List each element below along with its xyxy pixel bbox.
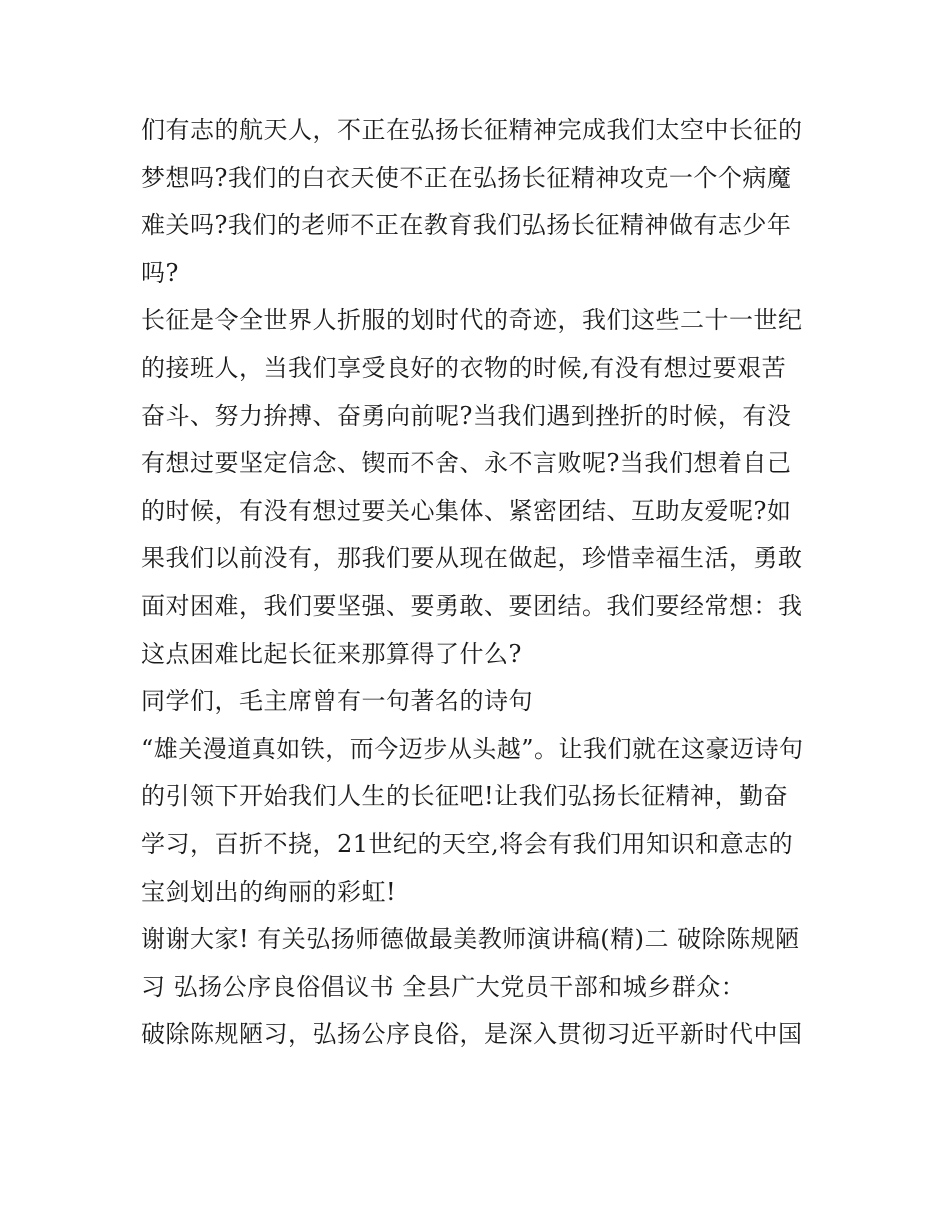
document-body <box>141 107 821 1059</box>
text-line: 谢谢大家! 有关弘扬师德做最美教师演讲稿(精)二 破除陈规陋 <box>141 925 800 954</box>
text-line: 这点困难比起长征来那算得了什么? <box>141 639 522 668</box>
text-line: 面对困难，我们要坚强、要勇敢、要团结。我们要经常想：我 <box>141 591 803 620</box>
text-line: “雄关漫道真如铁，而今迈步从头越”。让我们就在这豪迈诗句 <box>141 734 804 763</box>
text-line: 学习，百折不挠，21世纪的天空,将会有我们用知识和意志的 <box>141 829 794 858</box>
text-line: 奋斗、努力拚搏、奋勇向前呢?当我们遇到挫折的时候，有没 <box>141 401 792 430</box>
text-line: 梦想吗?我们的白衣天使不正在弘扬长征精神攻克一个个病魔 <box>141 163 792 192</box>
text-line: 的引领下开始我们人生的长征吧!让我们弘扬长征精神，勤奋 <box>141 782 789 811</box>
text-line: 有想过要坚定信念、锲而不舍、永不言败呢?当我们想着自己 <box>141 449 792 478</box>
text-line: 长征是令全世界人折服的划时代的奇迹，我们这些二十一世纪 <box>141 306 803 335</box>
text-line: 难关吗?我们的老师不正在教育我们弘扬长征精神做有志少年 <box>141 211 792 240</box>
text-line: 们有志的航天人，不正在弘扬长征精神完成我们太空中长征的 <box>141 116 803 144</box>
text-line: 的时候，有没有想过要关心集体、紧密团结、互助友爱呢?如 <box>141 496 792 525</box>
text-line: 宝剑划出的绚丽的彩虹! <box>141 877 397 906</box>
text-line: 的接班人，当我们享受良好的衣物的时候,有没有想过要艰苦 <box>141 353 787 382</box>
text-line: 果我们以前没有，那我们要从现在做起，珍惜幸福生活，勇敢 <box>141 544 803 573</box>
text-line: 破除陈规陋习，弘扬公序良俗，是深入贯彻习近平新时代中国 <box>141 1020 803 1049</box>
text-line: 习 弘扬公序良俗倡议书 全县广大党员干部和城乡群众： <box>141 972 746 1001</box>
text-line: 同学们，毛主席曾有一句著名的诗句 <box>141 687 533 716</box>
text-line: 吗? <box>141 258 179 287</box>
